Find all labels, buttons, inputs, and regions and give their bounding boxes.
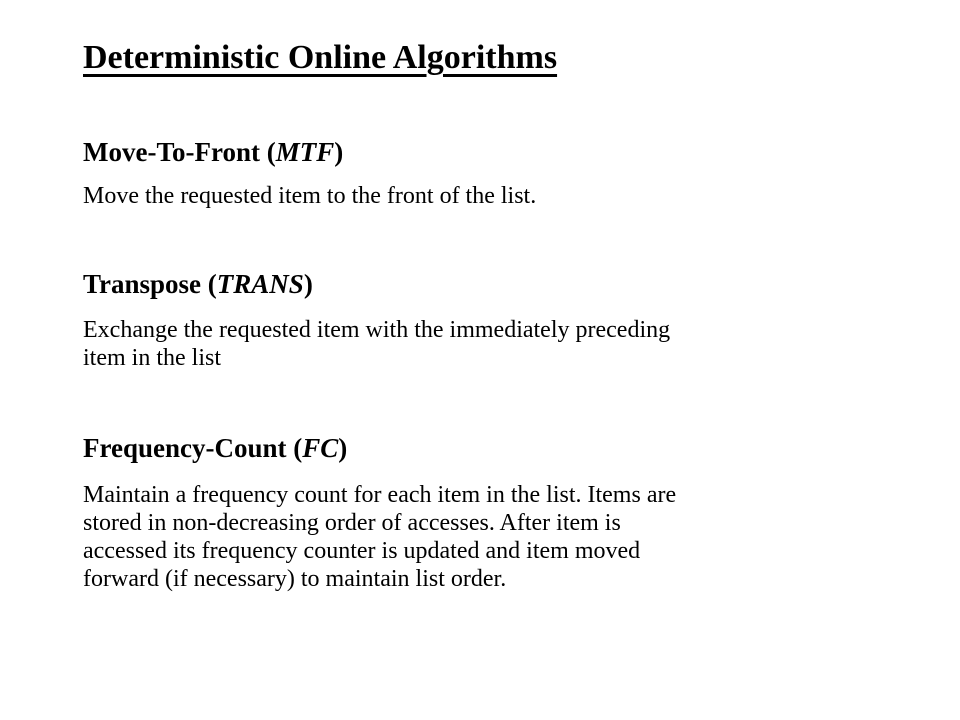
- section-name-mtf: Move-To-Front: [83, 137, 260, 167]
- body-line: Move the requested item to the front of the list.: [83, 183, 537, 209]
- body-line: accessed its frequency counter is updated and item moved: [83, 538, 641, 564]
- body-line: Maintain a frequency count for each item in the list. Items are: [83, 482, 677, 508]
- section-heading-trans: Transpose (TRANS): [83, 269, 313, 299]
- section-name-trans: Transpose: [83, 269, 202, 299]
- section-heading-fc: Frequency-Count (FC): [83, 433, 348, 463]
- section-body-mtf: [83, 182, 883, 210]
- body-line: stored in non-decreasing order of accesses. After item is: [83, 510, 621, 536]
- section-body-fc: [83, 481, 883, 593]
- section-abbr-fc: FC: [302, 433, 339, 463]
- section-heading-mtf: Move-To-Front (MTF): [83, 137, 344, 167]
- section-abbr-trans: TRANS: [216, 269, 304, 299]
- body-line: forward (if necessary) to maintain list order.: [83, 566, 507, 592]
- body-line: item in the list: [83, 345, 221, 371]
- section-abbr-mtf: MTF: [275, 137, 335, 167]
- section-name-fc: Frequency-Count: [83, 433, 287, 463]
- slide-title: Deterministic Online Algorithms: [83, 39, 558, 76]
- section-body-trans: [83, 316, 883, 372]
- body-line: Exchange the requested item with the immediately preceding: [83, 317, 671, 343]
